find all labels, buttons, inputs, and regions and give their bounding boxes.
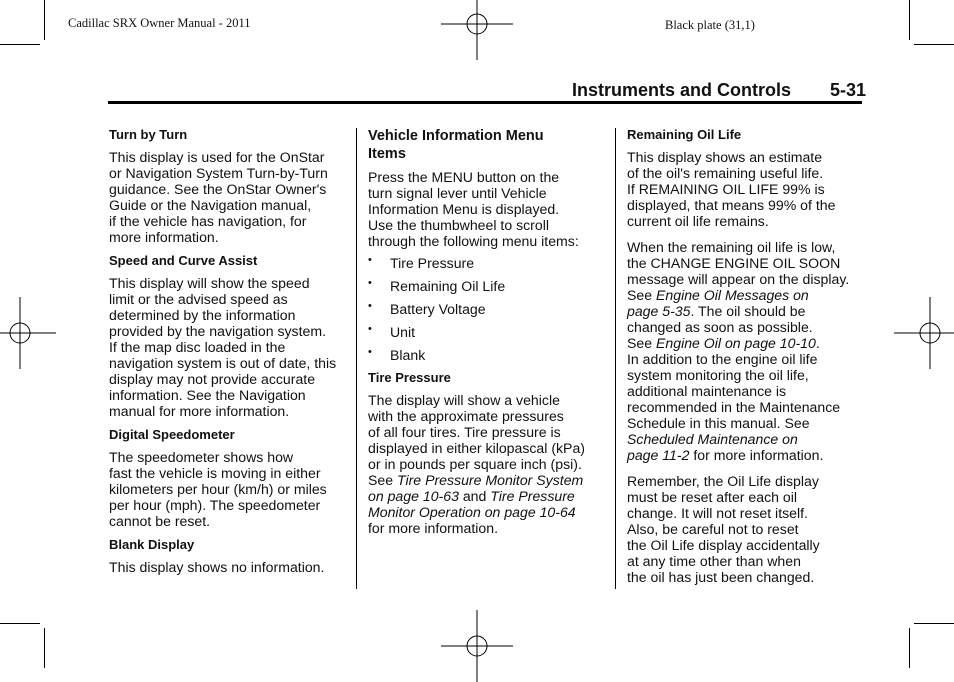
section-heading: Remaining Oil Life: [627, 127, 742, 142]
list-item: • Blank: [368, 346, 426, 363]
page-number: 5-31: [830, 80, 867, 100]
list-item: • Battery Voltage: [368, 300, 486, 317]
paragraph: Press the MENU button on the turn signal lever until Vehicle Information Menu is displayed. Use the thumbwheel to scroll through the following menu items:: [368, 169, 579, 249]
cross-reference-link[interactable]: Tire Pressure Monitor System on page 10-63: [368, 472, 584, 504]
paragraph: This display shows no information.: [109, 559, 325, 575]
crop-mark: [909, 0, 910, 40]
section-heading: Tire Pressure: [368, 370, 451, 385]
paragraph: This display will show the speed limit or the advised speed as determined by the information provided by the navigation system. If the map disc loaded in the navigation system is out of date, this display may not provide accurate information. See the Navigation manual for more information.: [109, 275, 337, 419]
header-rule: [108, 101, 862, 104]
section-heading: Vehicle Information Menu Items: [368, 128, 544, 162]
paragraph: The speedometer shows how fast the vehicle is moving in either kilometers per hour (km/h) or miles per hour (mph). The speedometer cannot be reset.: [109, 449, 327, 529]
paragraph: This display is used for the OnStar or Navigation System Turn-by-Turn guidance. See the OnStar Owner's Guide or the Navigation manual, if the vehicle has navigation, for more information.: [109, 149, 328, 245]
crop-mark: [44, 0, 45, 40]
print-header-left: Cadillac SRX Owner Manual - 2011: [68, 16, 251, 30]
column-3: [627, 127, 867, 591]
registration-mark-icon: [441, 610, 513, 682]
cross-reference-link[interactable]: Engine Oil on page 10-10: [656, 335, 816, 351]
registration-mark-icon: [0, 297, 56, 369]
column-divider: [356, 128, 357, 589]
section-title: Instruments and Controls: [572, 80, 792, 100]
crop-mark: [0, 44, 40, 45]
paragraph: This display shows an estimate of the oil's remaining useful life. If REMAINING OIL LIFE 99% is displayed, that means 99% of the current oil life remains.: [627, 149, 836, 229]
column-2: [368, 127, 602, 542]
list-item: • Tire Pressure: [368, 254, 475, 271]
list-item: • Unit: [368, 323, 416, 340]
crop-mark: [914, 623, 954, 624]
cross-reference-link[interactable]: Tire Pressure Monitor Operation on page 10-64: [368, 488, 576, 520]
bullet-icon: •: [368, 323, 372, 335]
bullet-icon: •: [368, 254, 372, 266]
bullet-icon: •: [368, 346, 372, 358]
list-item: • Remaining Oil Life: [368, 277, 506, 294]
paragraph: The display will show a vehicle with the approximate pressures of all four tires. Tire pressure is displayed in either kilopascal (kPa) or in pounds per square inch (psi). See Tire Pressure Monitor System on page 10-63 and Tire Pressure Monitor Operation on page 10-64 for more information.: [368, 392, 585, 536]
registration-mark-icon: [441, 0, 513, 60]
bullet-icon: •: [368, 277, 372, 289]
bullet-icon: •: [368, 300, 372, 312]
section-heading: Turn by Turn: [109, 127, 188, 142]
section-heading: Digital Speedometer: [109, 427, 235, 442]
paragraph: When the remaining oil life is low, the CHANGE ENGINE OIL SOON message will appear on the display. See Engine Oil Messages on page 5-35. The oil should be changed as soon as possible. See Engine Oil on page 10-10. In addition to the engine oil life system monitoring the oil life, additional maintenance is recommended in the Maintenance Schedule in this manual. See Scheduled Maintenance on page 11-2 for more information.: [627, 239, 850, 463]
cross-reference-link[interactable]: Engine Oil Messages on page 5-35: [627, 287, 809, 319]
section-heading: Speed and Curve Assist: [109, 253, 258, 268]
crop-mark: [909, 628, 910, 668]
menu-item-list: [368, 255, 602, 363]
print-header-right: Black plate (31,1): [665, 18, 755, 32]
cross-reference-link[interactable]: Scheduled Maintenance on page 11-2: [627, 431, 798, 463]
section-heading: Blank Display: [109, 537, 195, 552]
crop-mark: [44, 628, 45, 668]
crop-mark: [914, 44, 954, 45]
column-1: [109, 127, 353, 581]
paragraph: Remember, the Oil Life display must be reset after each oil change. It will not reset itself. Also, be careful not to reset the Oil Life display accidentally at any time other than when the oil has just been changed.: [627, 473, 820, 585]
column-divider: [615, 128, 616, 589]
crop-mark: [0, 623, 40, 624]
registration-mark-icon: [894, 297, 954, 369]
